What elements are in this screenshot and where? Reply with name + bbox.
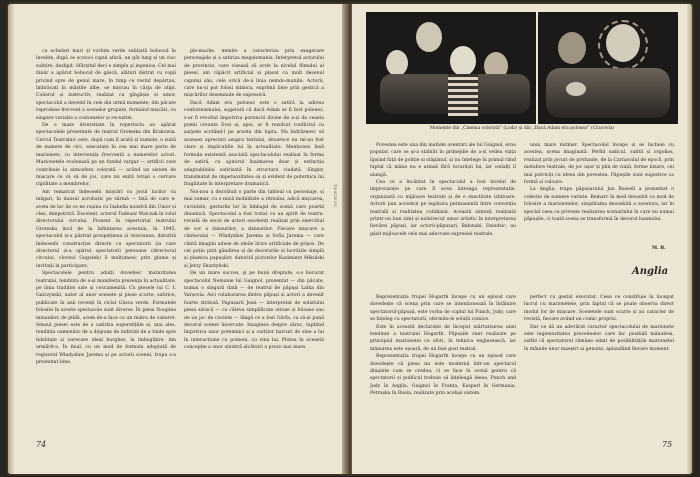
- puppet-hands: [566, 82, 586, 96]
- book-spread: [8, 4, 692, 474]
- paragraph: Dacă Adam era polonez este o satiră la adresa conformismului, sugerată că dacă Adam ar fi fost polonez, s-ar fi revoltat împotriva porunciii divine de a-și da ceasta pomii creanțe Evei și, apoi, ar fi rezolvat conflictul cu șarpele scotând-l pe acesta din lupta. Nu îndrăznesc să avansez aprecieri asupra textului, deoarece nu mi-au fost clare și implicațiile lui în actualitate. Menționez însă formula existentă asociată spectacolului realizat în forma de satiră, cu ajutorul înaintarea doar și extincția adaptabilului satirizată în structura ciudată. Singur, transmutat de impetuozitatea sa și evident de puternica lui fragilitate în interpretare dramatică.: [184, 100, 324, 188]
- puppet-figure: [416, 22, 442, 52]
- left-page: [8, 4, 348, 474]
- spine-text: TEATRUL: [333, 184, 338, 208]
- right-column-3: [370, 294, 516, 436]
- left-column-2: [184, 48, 324, 428]
- page-number-left: 74: [36, 440, 47, 449]
- puppet-figure: [386, 50, 408, 76]
- author-signature: M. B.: [652, 246, 666, 251]
- section-heading: Anglia: [632, 266, 669, 277]
- paragraph: Noi-nou a dezvăluit o parte din tabloul cu personaje, și mai sumar, cu o mică mobilitate a ritmului, adică mișcarea, cuvintele, gesturile lor în limbajul de scenă care poartă dinamică. Spectacolul a fost tratat cu un spirit de teatru-revistă de secol de actori excelenți realizat prin exercitiul de cor a dansurilor, a dansurilor. Fiecare mișcare a cântecului — Władysław Jarema și Sofia Jarema — care cântă imagini aduse de ideile lirice artificiale de prișos. De cel puțin pitit gândirea și de decorurile și lucrările simplă și plastica papușilor, datorită pictorilor Kazimierz Mikulski și Jerzy Skarżyński.: [184, 189, 324, 269]
- paragraph: Am remarcat îndeosebi mișcări cu jocul lucilor cu măgari, în dansul acrobatic pe sârmă — fată de care n-avem de loc de ce ne rușina cu Isabella noastră din Umor și chei, dimpotrivă. Excelent, actorul Tadeusz Walczak în rolul directorului circului. Prezent în repertoriul teatrului Groteska încă de la înființarea acestuia, în 1945, spectacolul și-a păstrat prospețimea și vioiciunea, datorită îndeosebi construcției directe cu spectatorii (la care directorul și-a apărut spectatorii persoane (directorul circului, clovnul Gugatek) îi mulțumesc prin glume și invitații la participare.: [36, 189, 176, 269]
- puppet-body: [546, 68, 670, 118]
- right-column-4: [524, 294, 674, 436]
- paragraph: La Anglia, trupa păpușarului Jan Bussell a prezentat o colecție de numere variate. Remarc în mod deosebit ca mod de folosire a marionetelor, simplitatea deosebită a acestora, iar în special ceea ce privește realizarea scenariului în care nu numai păpușile, ci toată scena se transformă în decorul basmului.: [524, 187, 674, 223]
- paragraph: Dar ce dă un adevărat caracter spectacolului de marionete este ingeniozitatea procedeelor care fac posibilă mânuirea, astfel că spectatorul rămâne uimit de posibilitățile marionetei în mâinile unor maeștri ai genului, aplaudând fiecare moment.: [524, 324, 674, 352]
- paragraph: perfect cu gestul executat. Ceea ce constituie la început lucrul cu marionetele, prin faptul că se poate observa direct modul lor de mișcare. Scenetele sunt scurte și au caracter de revistă, fiecare având un comic propriu.: [524, 295, 674, 323]
- paragraph: unui mare mitiner. Spectacolul începe și se încheie cu acestea, scena imaginată. Perfid sadicul, subtil și orgolios, realizat prin jocuri de profunde, de la Carnavalul de epocă, prin metafore teatrale, de joc ușor și plin de viață, forme bizare, cei mai potriviți cu ideea din povestea. Păpușile sunt sugestive ca formă și culoare.: [524, 143, 674, 186]
- right-column-2: [524, 142, 674, 246]
- paragraph: Reprezentația trupei Hogarth începe cu un episod care dovedește că piesa nu este modernă într-un spectacol dinainte cum se credea, ci se face în scenă pentru că spectatorii și publicul trebuie să înțeleagă ideea. Punch and Judy în Anglia, Guignol în Franța, Kasperl în Germania, Petrușka în Rusia, realizate prin același sistem.: [370, 354, 516, 397]
- photo-adam-polonez: [538, 12, 678, 124]
- paragraph: De un mare succes, și pe bună dreptate, s-a bucurat spectacolul Nemanie lui Guignol, prezentat — din păcate, numai o singură dată — de teatrul de păpuși Lalka din Varșovia. Aici colaborarea dintre păpuși și actori a devenit foarte strânsă. Papușarii Jean — interpretat de solistului piesa săracă — cu câteva simplificate atrase și foloase sau de un joc de cuvinte — lângă ce a fost Gârfa, ca să-și pună decorul scenei încercate. Imaginea despre sărac, luptând împotriva unor potemnici și a curților hatcuri de sine a lui în interacțiune cu pomeni, cu vina lui. Plutea în această concepție a unor sinistră alcătuiri a prozo mai mare.: [184, 271, 324, 351]
- photo-cinema-colorata: [366, 12, 536, 124]
- puppet-figure: [558, 32, 586, 64]
- paragraph: Spectacolele pentru adulți dovedesc maturitatea teatrului, tendința de a-și manifesta prezența în actualitate, pe linia tradiției sale și coscamenită. Cu piesele lui C. I. Galczynski, autor al unor scenete și piese scurte, satirice, publicate în anii recenți în ciclul Gâsca verde. Formulele folosite în aceste spectacole sunt diverse. În piesa Noaptea minunilor, de pildă, avem de-a face cu un teatru de cabaret. Sensul piesei este de a satiriza superstițiile și, mai ales, tendința oamenilor de a dispune de indivizii de a tinde spre fidelitate și oarecare ideal burghez, la îmbogățire. Am urmărit-o. În final, cu un mod de formula adoptată de regizorul Władysław Jarema și pe actorii scenei, trupa s-a prezentat bine.: [36, 271, 176, 366]
- paragraph: De o mare diversitate în repertoriu au apărut spectacolele prezentate de teatrul Groteska din Krakowia. Cercul Teatralnic este, după cum îl arată și numele, o suită de numere de circ, executate în cea mai mare parte de marionete, cu intervenția frecventă a numerelor actori. Marionetele evoluează pe un fundal vargar — artificii care contribuie la atmosfera colorată — având un sistem de mișcare ce vă să de jos, care nu exită totuși o cercare rigiditate a membrelor.: [36, 123, 176, 188]
- right-column-1: [370, 142, 516, 282]
- paragraph: Este în această declarație de început mărturisirea unei tendințe a teatrului Hogarth. Păpușile sunt realizate pe principiul marionetei cu sfori, în tehnica englezească, iar mânuirea este ușoară, de un bun gust teatral.: [370, 324, 516, 352]
- puppet-figure: [450, 46, 476, 76]
- right-page: [352, 4, 692, 474]
- paragraph: Cea ce a încântat în spectacolul a fost nivelul de improvizație pe care îl avea întreaga reprezentație, organizată cu mijloace teatrale și de o exactitate izbitoare. Actorii pun accentul pe legătura permanentă între convenția teatrală și realitatea cotidiană. Această sinteză realizată printr-un bun simț și neîntrecut umor artistic în interpretarea fiecărei păpuși, iar actorii-păpușari, Bałonski, Dziedzic, au găsit mijloacele cele mai adecvate expresiei teatrale.: [370, 180, 516, 237]
- paragraph: Povestea este una din multele aventuri ale lui Guignol, erou popular, care se și-a stabilit în primejdie de a-și vedea viața lipsind față de poliție și stăpânul, și nu înțelege în primul rând faptul că mâna nu e atinsă fără tovarășii lui, iar ceilalți îl alungă.: [370, 143, 516, 178]
- left-column-1: [36, 48, 176, 428]
- puppet-wheel: [598, 20, 648, 70]
- paragraph: cu ochelari mari și vorbim verde subțiată bobocul în învelite, după ce scotoci capul afară, un gât lung și un cioc subțire, dezlipit. Sfârșitul deci e simplu și ingenios. Cel mai tânăr a apărut bobocul de gâscă, alături distrat cu copii privind spre de genul mare, în timp ce restul depărtau, îmbrăcați în măștile albe, se mișcau în cârja de atipi. Colierul și instructiv, realizat cu gingășie și umor, spectacolul a devenit în cele din urmă momente, din păcate reproduse frecvent a scenelor grupate, formând mișcări, cu singura variație a costumelor și recuzitei.: [36, 49, 176, 121]
- paragraph: ple-mache, menite a caracteriza prin exagerare personajele și a satiriza megalomania. Interpretul actorului de provincie, care visează să scrie la nivelul filmului al piesei, am căpăcit artificial și plasat cu mult desenul capului său, cele oricâ de-a linia nemdo-munite. Actorii, care nu-și pot folosi mimica, exprimă bine prin gestică a mișcărilor desemnate de expresivă.: [184, 49, 324, 99]
- page-number-right: 75: [662, 440, 673, 449]
- photo-caption: Momente din „Cinema colorată” (Lodz) și din „Dacă Adam era polonez” (Cracovia): [429, 126, 615, 131]
- puppet-stripes: [448, 74, 478, 116]
- paragraph: Reprezentația trupei Hogarth începe cu un episod care dovedește că scena prin care se intenționează în întâlnire spectatorul-păpușă, este vorba de cuplul lui Punch, Judy, care se înțeleg cu spectatorii, oferindu-le soluții comice.: [370, 295, 516, 323]
